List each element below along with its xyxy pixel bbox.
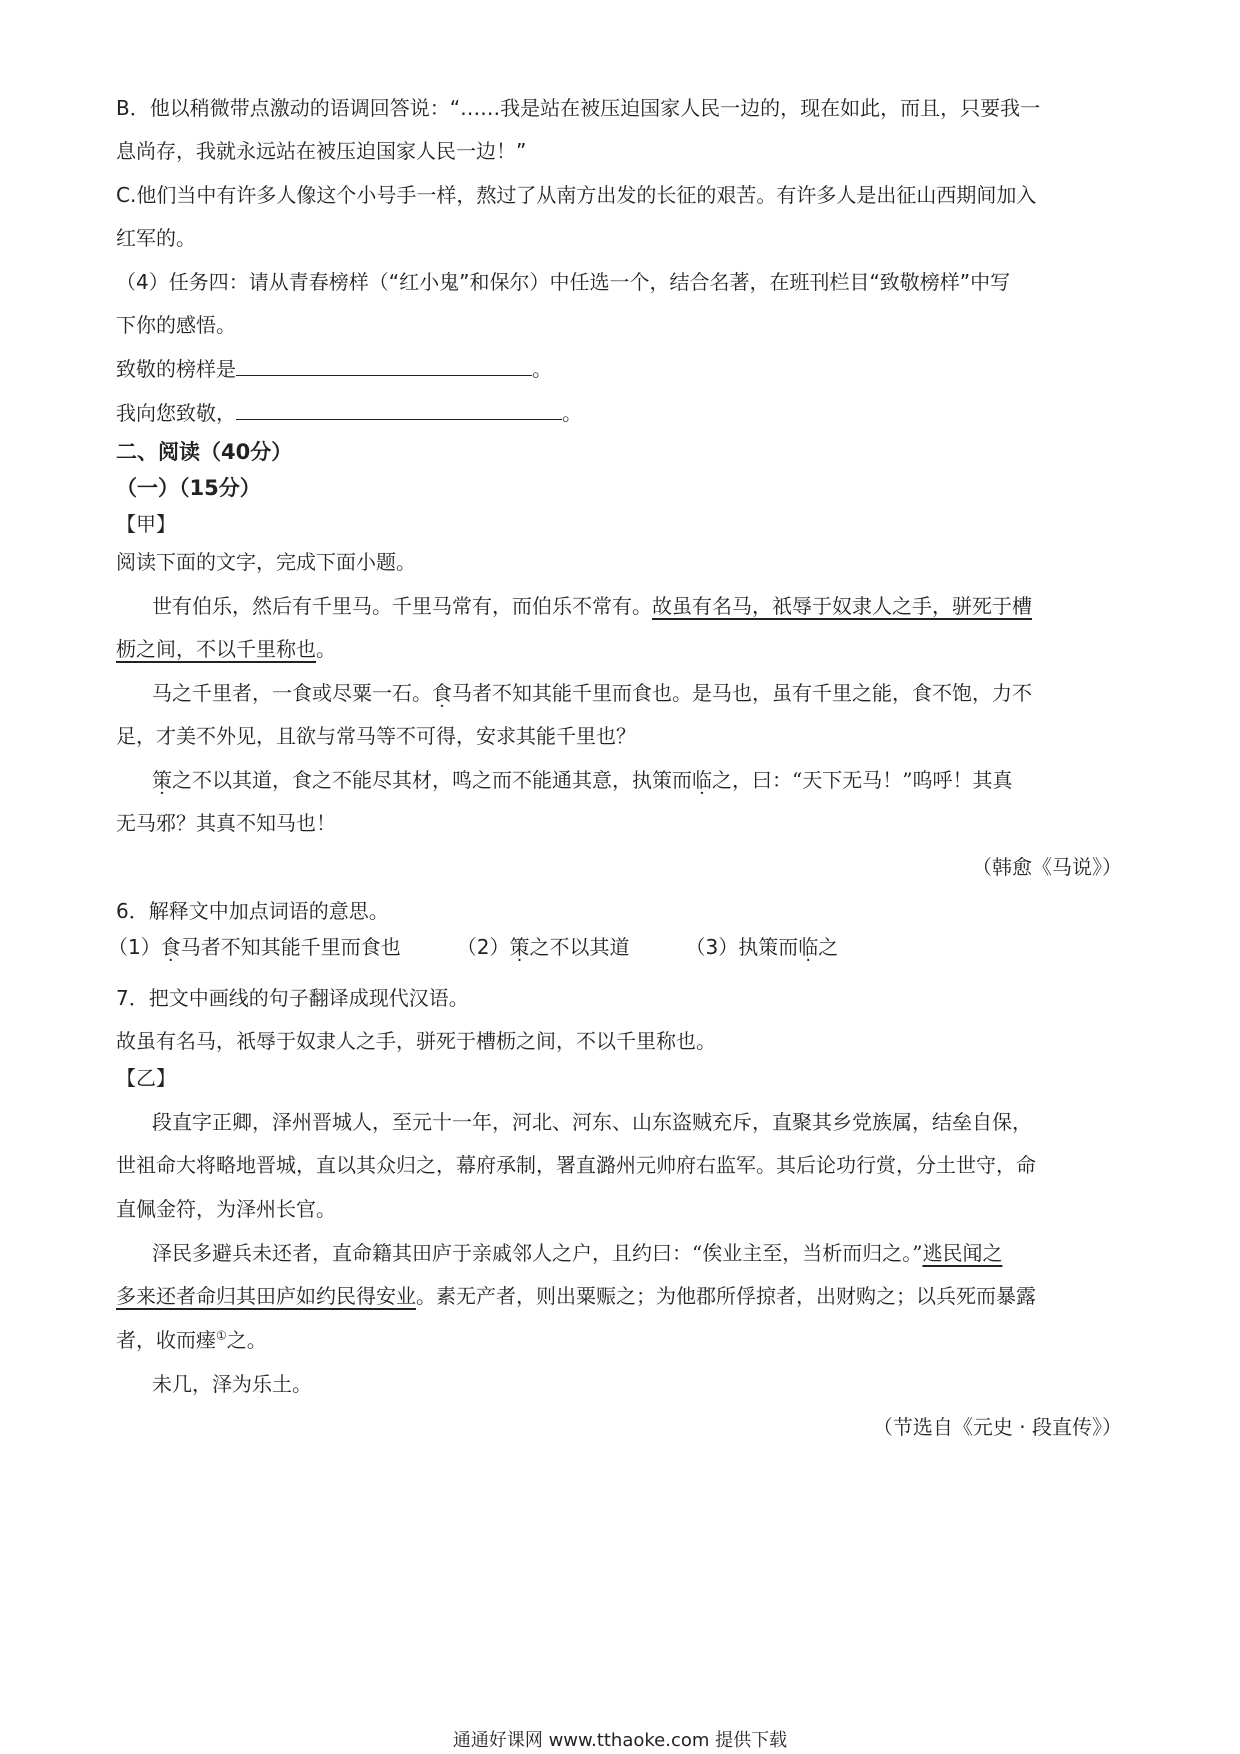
yi-line2: 世祖命大将略地晋城，直以其众归之，幕府承制，署直潞州元帅府右监军。其后论功行赏，分土世守，命 [116, 1153, 1036, 1177]
q6-dotted-lin: 临 [798, 935, 819, 959]
jia-p3-text-a: 之不以其道，食之不能尽其材，鸣之而不能通其意，执策而 [172, 768, 692, 792]
jia-p1-text: 世有伯乐，然后有千里马。千里马常有，而伯乐不常有。 [152, 594, 652, 618]
option-c-line1: C.他们当中有许多人像这个小号手一样，熬过了从南方出发的长征的艰苦。有许多人是出征山西期间加入 [116, 183, 1037, 207]
yi-underlined-part1: 逃民闻之 [922, 1241, 1003, 1265]
yi-underlined-part2: 多来还者命归其田庐如约民得安业 [116, 1284, 416, 1308]
yi-line6: 者，收而瘗①之。 [116, 1328, 267, 1352]
source-mashuo: （韩愈《马说》） [972, 855, 1122, 879]
dotted-word-lin: 临 [692, 768, 712, 792]
jia-paragraph1-line1 [152, 594, 1032, 618]
q6-dotted-ce: 策 [509, 935, 530, 959]
yi-line1: 段直字正卿，泽州晋城人，至元十一年，河北、河东、山东盗贼充斥，直聚其乡党族属，结垒自保， [152, 1110, 1032, 1134]
jia-paragraph3-line2: 无马邪？其真不知马也！ [116, 811, 336, 835]
option-c-line2: 红军的。 [116, 226, 196, 250]
dotted-word-shi: 食 [432, 681, 452, 705]
jia-paragraph2-line2: 足，才美不外见，且欲与常马等不可得，安求其能千里也？ [116, 724, 636, 748]
underlined-sentence-part2: 枥之间，不以千里称也 [116, 637, 316, 661]
question-6-items [108, 935, 838, 959]
q6-item2: （2）策之不以其道 [456, 935, 630, 959]
jia-p2-text-a: 马之千里者，一食或尽粟一石。 [152, 681, 432, 705]
subsection-heading: （一）（15分） [116, 476, 261, 500]
question-6: 6．解释文中加点词语的意思。 [116, 899, 389, 923]
footer: 通通好课网 www.tthaoke.com 提供下载 [452, 1730, 788, 1751]
jia-p2-text-b: 马者不知其能千里而食也。是马也，虽有千里之能，食不饱，力不 [452, 681, 1032, 705]
question-7-sentence: 故虽有名马，祇辱于奴隶人之手，骈死于槽枥之间，不以千里称也。 [116, 1029, 716, 1053]
jia-p1-end: 。 [316, 637, 336, 661]
underlined-sentence-part1: 故虽有名马，祇辱于奴隶人之手，骈死于槽 [652, 594, 1032, 618]
jia-p3-text-b: 之，曰：“天下无马！”呜呼！其真 [712, 768, 1013, 792]
jia-paragraph3-line1 [152, 768, 1012, 792]
q6-dotted-shi: 食 [160, 935, 181, 959]
yi-line5 [116, 1284, 1036, 1308]
q6-item3: （3）执策而临之 [685, 935, 839, 959]
task4-line1: （4）任务四：请从青春榜样（“红小鬼”和保尔）中任选一个，结合名著，在班刊栏目“致敬榜样”中写 [116, 270, 1011, 294]
fill-salute [116, 401, 582, 425]
fill-salute-end: 。 [562, 401, 582, 425]
dotted-word-ce: 策 [152, 768, 172, 792]
task4-line2: 下你的感悟。 [116, 313, 236, 337]
yi-p2-text: 泽民多避兵未还者，直命籍其田庐于亲戚邻人之户，且约曰：“俟业主至，当析而归之。” [152, 1241, 923, 1265]
fill-role-model [116, 357, 552, 381]
section-heading: 二、阅读（40分） [116, 440, 293, 464]
passage-jia-label: 【甲】 [116, 512, 176, 536]
yi-p2-text-b: 。素无产者，则出粟赈之；为他郡所俘掠者，出财购之；以兵死而暴露 [416, 1284, 1036, 1308]
question-7: 7．把文中画线的句子翻译成现代汉语。 [116, 986, 469, 1010]
passage-yi-label: 【乙】 [116, 1066, 176, 1090]
fill-role-model-end: 。 [532, 357, 552, 381]
yi-line3: 直佩金符，为泽州长官。 [116, 1197, 336, 1221]
instruction: 阅读下面的文字，完成下面小题。 [116, 550, 416, 574]
source-yuanshi: （节选自《元史 · 段直传》） [872, 1415, 1122, 1439]
footnote-marker: ① [216, 1328, 227, 1343]
fill-salute-label: 我向您致敬， [116, 401, 236, 425]
yi-line4 [152, 1241, 1002, 1265]
fill-role-model-blank[interactable] [236, 357, 532, 376]
fill-salute-blank[interactable] [236, 401, 562, 420]
q6-item1: （1）食马者不知其能千里而食也 [108, 935, 401, 959]
jia-paragraph2-line1 [152, 681, 1032, 705]
fill-role-model-label: 致敬的榜样是 [116, 357, 236, 381]
jia-paragraph1-line2 [116, 637, 336, 661]
option-b-line2: 息尚存，我就永远站在被压迫国家人民一边！” [116, 139, 527, 163]
yi-line7: 未几，泽为乐土。 [152, 1372, 312, 1396]
option-b-line1: B．他以稍微带点激动的语调回答说：“……我是站在被压迫国家人民一边的，现在如此，而且，只要我一 [116, 96, 1041, 120]
